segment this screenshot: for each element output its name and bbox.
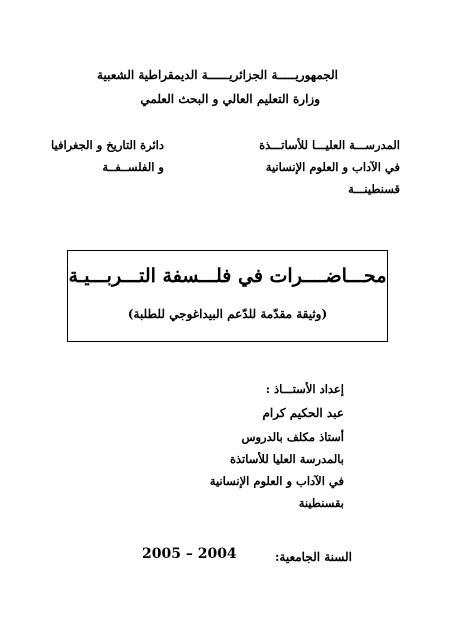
title-box bbox=[67, 250, 388, 342]
author-school: بالمدرسة العليا للأساتذة bbox=[229, 452, 344, 466]
academic-year-value: 2005 – 2004 bbox=[142, 546, 237, 562]
author-city: بقسنطينة bbox=[298, 496, 344, 510]
author-name: عبد الحكيم كرام bbox=[262, 406, 344, 420]
author-role: أستاذ مكلف بالدروس bbox=[241, 430, 344, 444]
department-line-1: دائرة التاريخ و الجغرافيا bbox=[51, 138, 164, 152]
prepared-by-label: إعداد الأستـــاذ : bbox=[265, 382, 344, 396]
author-faculty: في الآداب و العلوم الإنسانية bbox=[209, 474, 344, 488]
document-subtitle: (وثيقة مقدّمة للدّعم البيداغوجي للطلبة) bbox=[127, 307, 328, 321]
institution-line-2: في الآداب و العلوم الإنسانية bbox=[265, 160, 400, 174]
academic-year-label: السنة الجامعية: bbox=[274, 550, 352, 564]
republic-heading: الجمهوريـــــة الجزائريــــــة الديمقراطية الشعبية bbox=[97, 68, 338, 82]
document-title: محـــاضــــرات في فلـــسفة التـــربـــيـة bbox=[68, 265, 387, 287]
institution-line-3: قسنطينـــة bbox=[348, 182, 400, 196]
ministry-heading: وزارة التعليم العالي و البحث العلمي bbox=[140, 92, 320, 106]
institution-line-1: المدرســـة العليـــا للأساتـــذة bbox=[259, 138, 400, 152]
department-line-2: و الفلســفــة bbox=[102, 160, 164, 174]
